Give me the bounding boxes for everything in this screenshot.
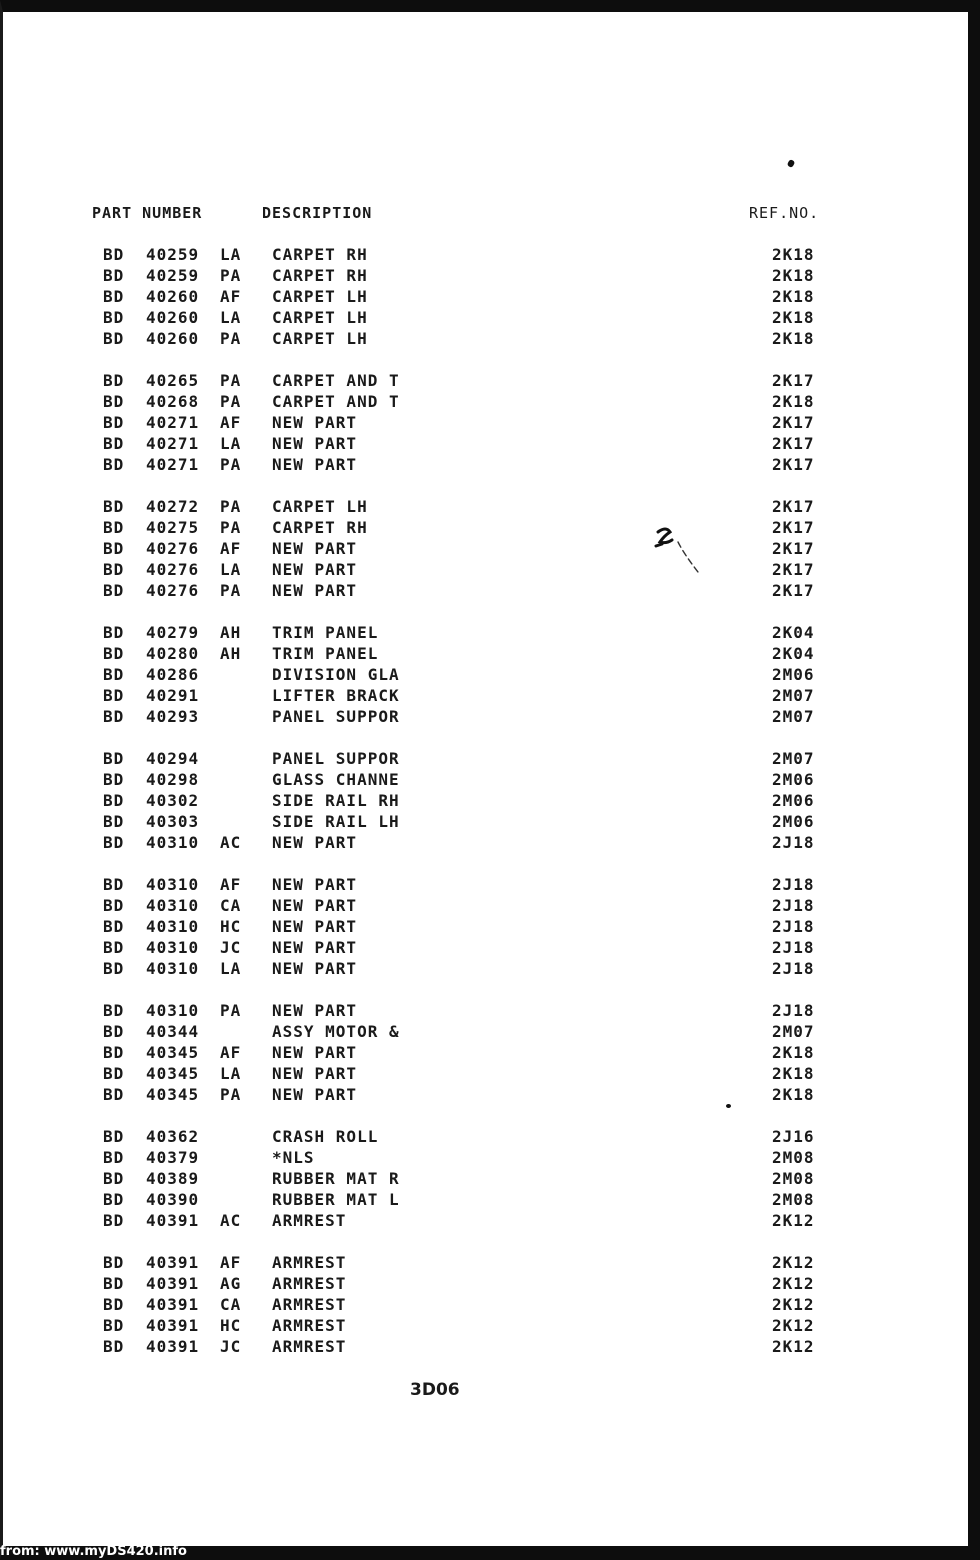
row-group [0,245,960,350]
ref-number: 2M06 [772,791,815,810]
part-suffix: LA [220,560,242,579]
ref-number: 2K17 [772,455,815,474]
ref-number: 2K17 [772,539,815,558]
ref-number: 2M07 [772,707,815,726]
part-description: ARMREST [272,1337,347,1356]
part-prefix: BD [103,455,125,474]
part-prefix: BD [103,413,125,432]
table-row [0,1274,960,1295]
part-prefix: BD [103,1148,125,1167]
part-description: RUBBER MAT R [272,1169,400,1188]
ref-number: 2M07 [772,686,815,705]
part-suffix: AF [220,413,242,432]
part-description: NEW PART [272,1043,358,1062]
part-suffix: CA [220,896,242,915]
part-prefix: BD [103,434,125,453]
row-group [0,1127,960,1232]
part-number: 40293 [146,707,200,726]
row-group [0,1253,960,1358]
part-description: SIDE RAIL RH [272,791,400,810]
part-description: PANEL SUPPOR [272,749,400,768]
part-number: 40310 [146,1001,200,1020]
part-prefix: BD [103,644,125,663]
part-number: 40310 [146,938,200,957]
ref-number: 2K17 [772,371,815,390]
part-suffix: AF [220,875,242,894]
part-suffix: LA [220,308,242,327]
part-prefix: BD [103,1337,125,1356]
part-number: 40280 [146,644,200,663]
part-description: ASSY MOTOR & [272,1022,400,1041]
part-suffix: AH [220,623,242,642]
part-number: 40391 [146,1253,200,1272]
part-prefix: BD [103,791,125,810]
ref-number: 2K17 [772,518,815,537]
part-number: 40272 [146,497,200,516]
part-suffix: PA [220,455,242,474]
part-number: 40310 [146,833,200,852]
table-row [0,413,960,434]
column-header-ref-no: REF.NO. [749,204,820,222]
part-description: ARMREST [272,1211,347,1230]
part-prefix: BD [103,833,125,852]
row-group [0,497,960,602]
part-description: CARPET RH [272,245,368,264]
part-number: 40259 [146,245,200,264]
part-number: 40260 [146,308,200,327]
table-row [0,938,960,959]
part-prefix: BD [103,875,125,894]
table-row [0,266,960,287]
part-suffix: AC [220,833,242,852]
table-row [0,329,960,350]
part-number: 40276 [146,539,200,558]
part-description: NEW PART [272,581,358,600]
ref-number: 2J18 [772,896,815,915]
row-group [0,623,960,728]
part-number: 40310 [146,875,200,894]
part-description: TRIM PANEL [272,623,379,642]
ref-number: 2J18 [772,959,815,978]
table-row [0,770,960,791]
ref-number: 2J18 [772,938,815,957]
part-prefix: BD [103,329,125,348]
table-row [0,917,960,938]
part-prefix: BD [103,308,125,327]
part-number: 40303 [146,812,200,831]
table-row [0,812,960,833]
table-row [0,1337,960,1358]
table-row [0,707,960,728]
table-row [0,1148,960,1169]
ref-number: 2K04 [772,623,815,642]
part-description: NEW PART [272,560,358,579]
part-number: 40391 [146,1337,200,1356]
part-prefix: BD [103,959,125,978]
part-suffix: PA [220,329,242,348]
part-description: CRASH ROLL [272,1127,379,1146]
ref-number: 2K17 [772,497,815,516]
table-row [0,1064,960,1085]
table-row [0,665,960,686]
table-row [0,434,960,455]
part-number: 40259 [146,266,200,285]
part-prefix: BD [103,1064,125,1083]
part-number: 40265 [146,371,200,390]
part-description: NEW PART [272,938,358,957]
part-description: NEW PART [272,875,358,894]
part-prefix: BD [103,917,125,936]
part-prefix: BD [103,245,125,264]
part-prefix: BD [103,938,125,957]
table-row [0,1190,960,1211]
ref-number: 2J18 [772,875,815,894]
part-description: PANEL SUPPOR [272,707,400,726]
ref-number: 2J18 [772,833,815,852]
part-description: CARPET RH [272,266,368,285]
part-number: 40310 [146,896,200,915]
part-number: 40344 [146,1022,200,1041]
part-prefix: BD [103,749,125,768]
part-suffix: PA [220,581,242,600]
table-row [0,833,960,854]
part-prefix: BD [103,686,125,705]
table-row [0,287,960,308]
part-description: NEW PART [272,1085,358,1104]
table-row [0,245,960,266]
page-number: 3D06 [410,1380,460,1400]
table-row [0,560,960,581]
part-prefix: BD [103,539,125,558]
table-row [0,1022,960,1043]
column-header-part-number: PART NUMBER [92,204,203,222]
part-description: NEW PART [272,1001,358,1020]
part-suffix: PA [220,266,242,285]
part-number: 40286 [146,665,200,684]
row-group [0,371,960,476]
table-row [0,1127,960,1148]
part-number: 40268 [146,392,200,411]
ref-number: 2K12 [772,1253,815,1272]
part-number: 40271 [146,413,200,432]
part-description: NEW PART [272,959,358,978]
ref-number: 2K04 [772,644,815,663]
part-number: 40291 [146,686,200,705]
part-description: CARPET AND T [272,371,400,390]
part-description: NEW PART [272,539,358,558]
table-row [0,392,960,413]
part-suffix: AH [220,644,242,663]
part-prefix: BD [103,1022,125,1041]
source-footer: from: www.myDS420.info [0,1544,187,1559]
table-row [0,644,960,665]
part-description: *NLS [272,1148,315,1167]
ref-number: 2J18 [772,1001,815,1020]
part-suffix: PA [220,497,242,516]
ref-number: 2K12 [772,1211,815,1230]
table-row [0,1001,960,1022]
table-row [0,1169,960,1190]
part-prefix: BD [103,560,125,579]
part-description: CARPET LH [272,497,368,516]
table-row [0,308,960,329]
table-row [0,371,960,392]
ref-number: 2M06 [772,770,815,789]
part-number: 40260 [146,287,200,306]
part-description: ARMREST [272,1253,347,1272]
part-description: ARMREST [272,1274,347,1293]
table-row [0,581,960,602]
table-row [0,539,960,560]
part-suffix: LA [220,959,242,978]
part-number: 40276 [146,560,200,579]
ref-number: 2K17 [772,413,815,432]
part-prefix: BD [103,665,125,684]
part-prefix: BD [103,1316,125,1335]
table-row [0,455,960,476]
ref-number: 2M08 [772,1169,815,1188]
part-prefix: BD [103,1190,125,1209]
table-row [0,686,960,707]
part-prefix: BD [103,1043,125,1062]
part-description: NEW PART [272,1064,358,1083]
table-row [0,791,960,812]
part-suffix: PA [220,392,242,411]
part-description: CARPET LH [272,329,368,348]
table-row [0,1085,960,1106]
ref-number: 2K18 [772,392,815,411]
part-prefix: BD [103,1253,125,1272]
ref-number: 2K18 [772,1043,815,1062]
part-description: NEW PART [272,896,358,915]
part-number: 40362 [146,1127,200,1146]
part-number: 40345 [146,1085,200,1104]
ref-number: 2K18 [772,308,815,327]
part-description: CARPET LH [272,287,368,306]
part-description: GLASS CHANNE [272,770,400,789]
part-prefix: BD [103,518,125,537]
part-suffix: HC [220,1316,242,1335]
row-group [0,1001,960,1106]
table-row [0,959,960,980]
part-number: 40260 [146,329,200,348]
table-row [0,875,960,896]
table-row [0,1211,960,1232]
part-number: 40298 [146,770,200,789]
row-group [0,875,960,980]
part-prefix: BD [103,1085,125,1104]
ref-number: 2M06 [772,812,815,831]
part-number: 40302 [146,791,200,810]
part-number: 40310 [146,959,200,978]
part-suffix: AF [220,1253,242,1272]
part-number: 40276 [146,581,200,600]
part-suffix: AF [220,287,242,306]
ref-number: 2K12 [772,1274,815,1293]
part-prefix: BD [103,1127,125,1146]
part-suffix: LA [220,434,242,453]
part-prefix: BD [103,1169,125,1188]
ref-number: 2J16 [772,1127,815,1146]
part-suffix: LA [220,1064,242,1083]
part-suffix: PA [220,518,242,537]
part-number: 40294 [146,749,200,768]
part-number: 40345 [146,1043,200,1062]
table-row [0,749,960,770]
part-description: LIFTER BRACK [272,686,400,705]
part-number: 40310 [146,917,200,936]
part-description: CARPET LH [272,308,368,327]
part-number: 40275 [146,518,200,537]
part-description: NEW PART [272,917,358,936]
part-prefix: BD [103,812,125,831]
part-prefix: BD [103,392,125,411]
parts-list [0,245,960,1379]
part-suffix: JC [220,1337,242,1356]
part-suffix: CA [220,1295,242,1314]
part-prefix: BD [103,1211,125,1230]
ref-number: 2K18 [772,266,815,285]
ref-number: 2M06 [772,665,815,684]
part-description: NEW PART [272,434,358,453]
part-number: 40379 [146,1148,200,1167]
ref-number: 2K12 [772,1337,815,1356]
table-row [0,1043,960,1064]
part-prefix: BD [103,371,125,390]
ref-number: 2K12 [772,1295,815,1314]
part-suffix: AC [220,1211,242,1230]
part-number: 40391 [146,1316,200,1335]
table-row [0,1316,960,1337]
ref-number: 2K17 [772,560,815,579]
part-prefix: BD [103,623,125,642]
part-number: 40271 [146,455,200,474]
part-suffix: AF [220,1043,242,1062]
part-prefix: BD [103,1001,125,1020]
part-description: CARPET AND T [272,392,400,411]
part-number: 40391 [146,1211,200,1230]
part-description: RUBBER MAT L [272,1190,400,1209]
part-description: SIDE RAIL LH [272,812,400,831]
part-prefix: BD [103,581,125,600]
part-number: 40279 [146,623,200,642]
part-description: NEW PART [272,413,358,432]
row-group [0,749,960,854]
part-number: 40389 [146,1169,200,1188]
part-prefix: BD [103,1274,125,1293]
part-number: 40345 [146,1064,200,1083]
part-suffix: AG [220,1274,242,1293]
part-suffix: LA [220,245,242,264]
table-row [0,896,960,917]
part-description: NEW PART [272,455,358,474]
part-prefix: BD [103,707,125,726]
part-number: 40271 [146,434,200,453]
part-suffix: JC [220,938,242,957]
ref-number: 2K18 [772,287,815,306]
table-row [0,1253,960,1274]
part-suffix: PA [220,1001,242,1020]
part-suffix: HC [220,917,242,936]
ref-number: 2M08 [772,1190,815,1209]
column-header-description: DESCRIPTION [262,204,373,222]
part-suffix: PA [220,371,242,390]
part-prefix: BD [103,770,125,789]
ref-number: 2K18 [772,1064,815,1083]
part-description: CARPET RH [272,518,368,537]
ref-number: 2K18 [772,1085,815,1104]
table-row [0,623,960,644]
part-prefix: BD [103,896,125,915]
ref-number: 2K18 [772,329,815,348]
ref-number: 2M08 [772,1148,815,1167]
part-number: 40390 [146,1190,200,1209]
table-row [0,497,960,518]
ref-number: 2K17 [772,581,815,600]
part-prefix: BD [103,1295,125,1314]
table-row [0,518,960,539]
part-number: 40391 [146,1295,200,1314]
part-prefix: BD [103,287,125,306]
part-suffix: AF [220,539,242,558]
part-description: TRIM PANEL [272,644,379,663]
part-number: 40391 [146,1274,200,1293]
ref-number: 2J18 [772,917,815,936]
part-description: ARMREST [272,1316,347,1335]
ref-number: 2K18 [772,245,815,264]
table-row [0,1295,960,1316]
part-description: ARMREST [272,1295,347,1314]
part-prefix: BD [103,266,125,285]
ref-number: 2M07 [772,1022,815,1041]
part-suffix: PA [220,1085,242,1104]
ref-number: 2M07 [772,749,815,768]
part-description: NEW PART [272,833,358,852]
part-prefix: BD [103,497,125,516]
ref-number: 2K17 [772,434,815,453]
part-description: DIVISION GLA [272,665,400,684]
ref-number: 2K12 [772,1316,815,1335]
